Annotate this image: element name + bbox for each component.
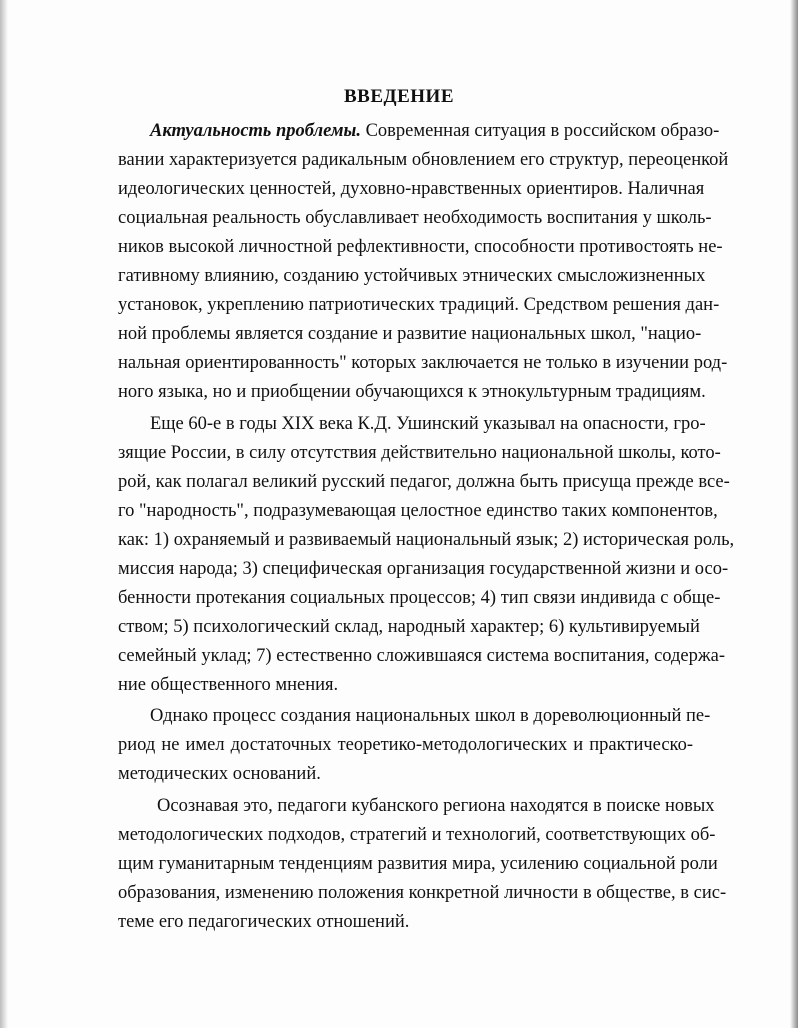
paragraph-1-line-4: социальная реальность обуславливает необходимость воспитания у школь- [118, 208, 712, 228]
paragraph-1-line-5: ников высокой личностной рефлективности, способности противостоять не- [118, 237, 723, 257]
paragraph-2-line-9: семейный уклад; 7) естественно сложившаяся система воспитания, содержа- [118, 646, 726, 666]
paragraph-2-line-6: миссия народа; 3) специфическая организация государственной жизни и осо- [118, 559, 729, 579]
paragraph-1-line-8: ной проблемы является создание и развитие национальных школ, "нацио- [118, 324, 702, 344]
paragraph-2-line-1: Еще 60-е в годы XIX века К.Д. Ушинский указывал на опасности, гро- [150, 414, 706, 434]
paragraph-1-line-3: идеологических ценностей, духовно-нравственных ориентиров. Наличная [118, 179, 705, 199]
paragraph-1-line-7: установок, укреплению патриотических традиций. Средством решения дан- [118, 295, 720, 315]
paragraph-2-line-8: ством; 5) психологический склад, народный характер; 6) культивируемый [118, 617, 700, 637]
paragraph-3-line-1: Однако процесс создания национальных школ в дореволюционный пе- [150, 706, 711, 726]
paragraph-1-line-1: Актуальность проблемы. Современная ситуация в российском образо- [150, 121, 720, 141]
paragraph-4-line-3: щим гуманитарным тенденциям развития мира, усилению социальной роли [118, 854, 718, 874]
paragraph-4-line-1: Осознавая это, педагоги кубанского региона находятся в поиске новых [157, 796, 715, 816]
paragraph-2-line-4: го "народность", подразумевающая целостное единство таких компонентов, [118, 501, 718, 521]
paragraph-4-line-4: образования, изменению положения конкретной личности в обществе, в сис- [118, 883, 727, 903]
paragraph-2-line-7: бенности протекания социальных процессов; 4) тип связи индивида с обще- [118, 588, 721, 608]
paragraph-lead: Актуальность проблемы. [150, 121, 361, 141]
paragraph-1-line-6: гативному влиянию, созданию устойчивых этнических смысложизненных [118, 266, 706, 286]
paragraph-2-line-2: зящие России, в силу отсутствия действительно национальной школы, кото- [118, 443, 721, 463]
paragraph-2-line-5: как: 1) охраняемый и развиваемый национальный язык; 2) историческая роль, [118, 530, 735, 550]
paragraph-2-line-3: рой, как полагал великий русский педагог, должна быть присуща прежде все- [118, 472, 730, 492]
paragraph-4-line-2: методологических подходов, стратегий и технологий, соответствующих об- [118, 825, 716, 845]
paragraph-4-line-5: теме его педагогических отношений. [118, 912, 410, 932]
scan-left-edge [0, 0, 8, 1028]
page-title: ВВЕДЕНИЕ [344, 86, 454, 107]
paragraph-3-line-3: методических оснований. [118, 764, 321, 784]
paragraph-1-line-10: ного языка, но и приобщении обучающихся к этнокультурным традициям. [118, 382, 706, 402]
paragraph-1-line-2: вании характеризуется радикальным обновлением его структур, переоценкой [118, 150, 729, 170]
paragraph-3-line-2: риод не имел достаточных теоретико-методологических и практическо- [118, 735, 693, 755]
scan-right-edge [790, 0, 798, 1028]
paragraph-2-line-10: ние общественного мнения. [118, 675, 339, 695]
paragraph-1-line-9: нальная ориентированность" которых заключается не только в изучении род- [118, 353, 728, 373]
